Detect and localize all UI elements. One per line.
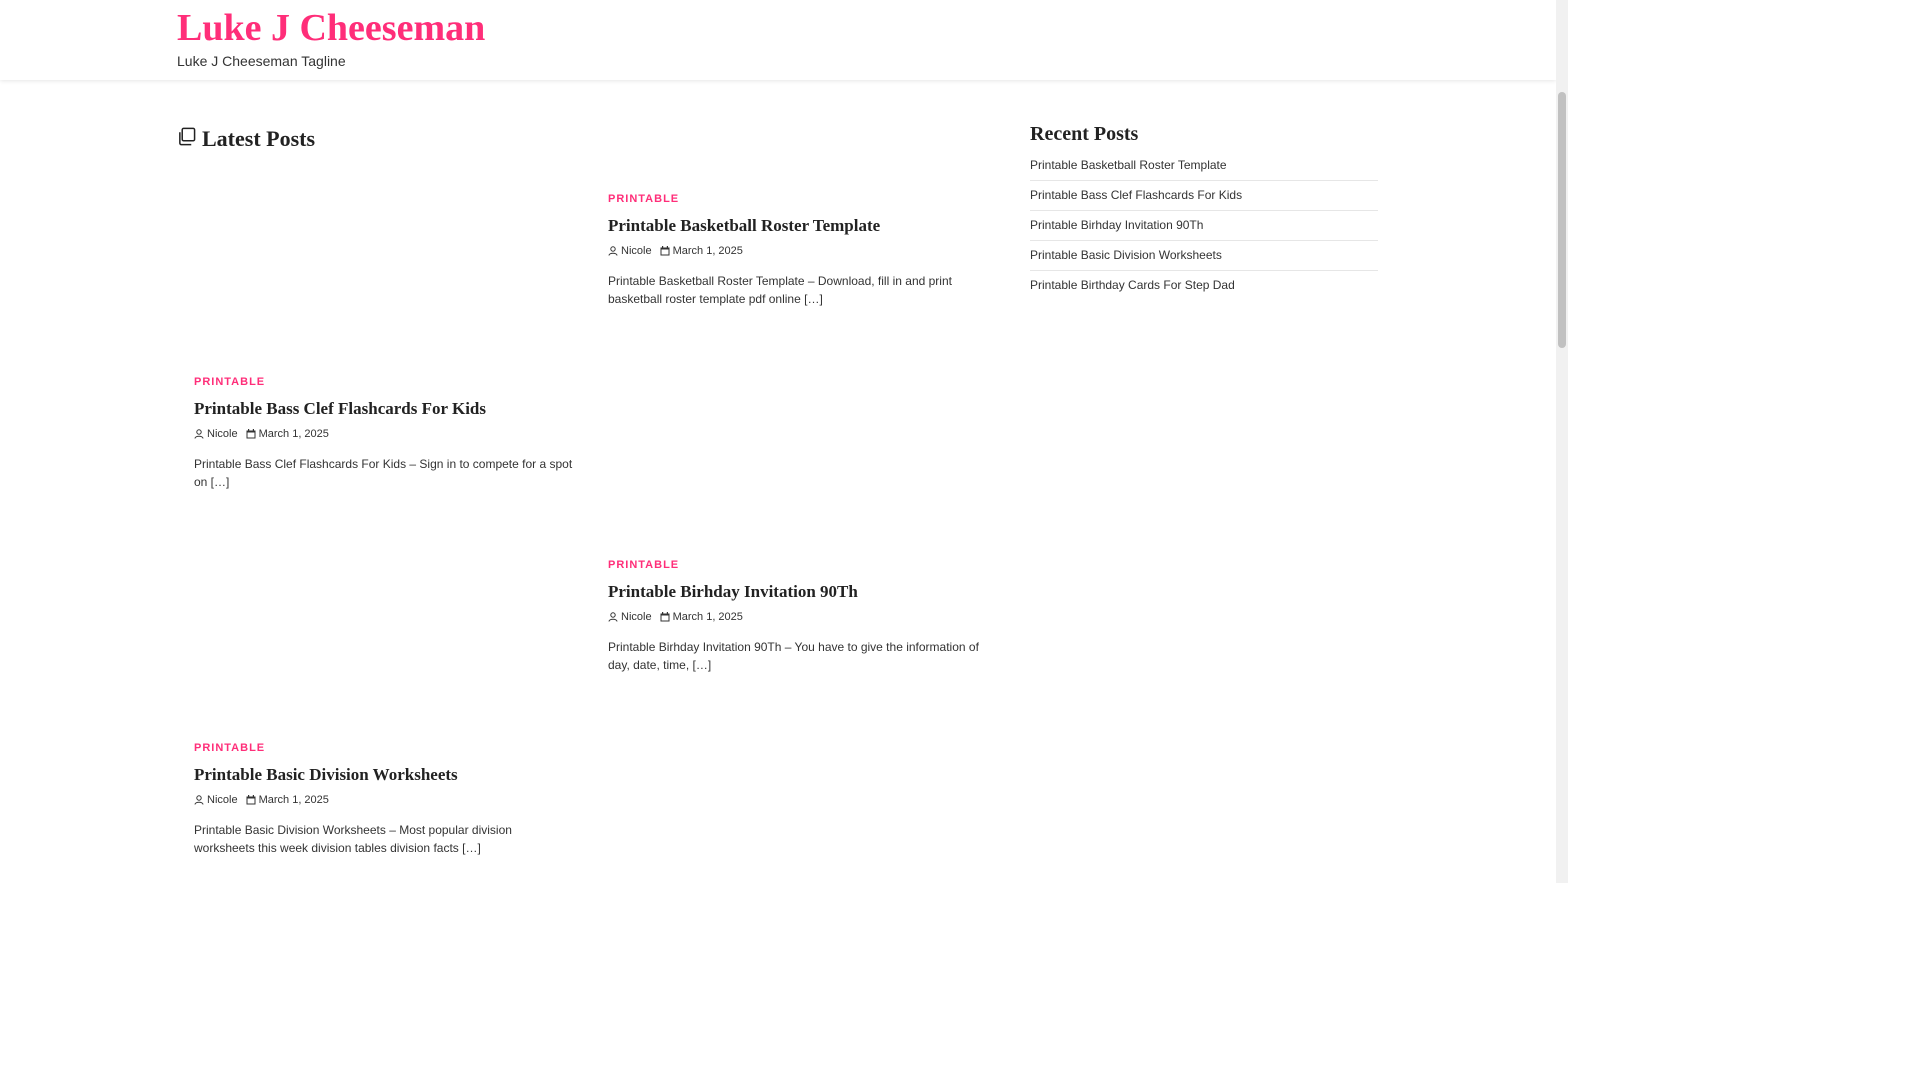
post-excerpt: Printable Basketball Roster Template – Download, fill in and print basketball roster template pdf online […]	[608, 274, 952, 306]
post-author[interactable]	[608, 245, 652, 257]
list-item	[1030, 151, 1378, 181]
post-excerpt: Printable Birhday Invitation 90Th – You have to give the information of day, date, time, […]	[608, 640, 979, 672]
vertical-scrollbar[interactable]	[1556, 0, 1568, 883]
post-meta	[608, 244, 988, 258]
calendar-icon	[660, 612, 670, 622]
post-author[interactable]	[608, 611, 652, 623]
site-title[interactable]: Luke J Cheeseman	[177, 7, 486, 49]
post-category[interactable]: PRINTABLE	[608, 559, 680, 571]
post-meta	[194, 793, 574, 807]
post-title[interactable]: Printable Birhday Invitation 90Th	[608, 582, 858, 601]
post-author-name: Nicole	[207, 794, 238, 806]
recent-post-link[interactable]: Printable Bass Clef Flashcards For Kids	[1030, 188, 1243, 202]
post-category[interactable]: PRINTABLE	[608, 193, 680, 205]
post-meta	[194, 427, 574, 441]
user-icon	[608, 612, 618, 622]
site-header	[0, 0, 1556, 80]
latest-posts-heading-label: Latest Posts	[202, 126, 316, 151]
post-card	[194, 742, 574, 869]
post-excerpt: Printable Basic Division Worksheets – Most popular division worksheets this week division tables division facts […]	[194, 823, 512, 855]
post-date[interactable]	[660, 245, 743, 257]
post-author-name: Nicole	[621, 245, 652, 257]
latest-posts-heading	[177, 124, 315, 154]
post-excerpt: Printable Bass Clef Flashcards For Kids – Sign in to compete for a spot on […]	[194, 457, 573, 489]
list-item	[1030, 271, 1378, 300]
user-icon	[194, 795, 204, 805]
post-author-name: Nicole	[207, 428, 238, 440]
post-date-text: March 1, 2025	[258, 428, 329, 440]
calendar-icon	[246, 429, 256, 439]
post-meta	[608, 610, 988, 624]
post-category[interactable]: PRINTABLE	[194, 742, 266, 754]
post-date-text: March 1, 2025	[258, 794, 329, 806]
recent-post-link[interactable]: Printable Basketball Roster Template	[1030, 158, 1227, 172]
post-date[interactable]	[660, 611, 743, 623]
post-date[interactable]	[246, 794, 329, 806]
site-tagline: Luke J Cheeseman Tagline	[177, 53, 346, 69]
post-title[interactable]: Printable Bass Clef Flashcards For Kids	[194, 399, 486, 418]
user-icon	[608, 246, 618, 256]
post-date[interactable]	[246, 428, 329, 440]
post-author[interactable]	[194, 794, 238, 806]
post-card	[608, 193, 988, 320]
recent-post-link[interactable]: Printable Basic Division Worksheets	[1030, 248, 1222, 262]
post-category[interactable]: PRINTABLE	[194, 376, 266, 388]
list-item	[1030, 211, 1378, 241]
user-icon	[194, 429, 204, 439]
recent-post-link[interactable]: Printable Birhday Invitation 90Th	[1030, 218, 1204, 232]
post-date-text: March 1, 2025	[672, 245, 743, 257]
post-card	[194, 376, 574, 503]
post-author[interactable]	[194, 428, 238, 440]
calendar-icon	[660, 246, 670, 256]
post-date-text: March 1, 2025	[672, 611, 743, 623]
recent-posts-heading: Recent Posts	[1030, 123, 1139, 145]
calendar-icon	[246, 795, 256, 805]
list-item	[1030, 241, 1378, 271]
recent-post-link[interactable]: Printable Birthday Cards For Step Dad	[1030, 278, 1235, 292]
post-author-name: Nicole	[621, 611, 652, 623]
post-title[interactable]: Printable Basketball Roster Template	[608, 216, 881, 235]
post-title[interactable]: Printable Basic Division Worksheets	[194, 765, 458, 784]
recent-posts-list	[1030, 151, 1378, 300]
scrollbar-thumb[interactable]	[1558, 92, 1566, 348]
sidebar	[1030, 120, 1378, 300]
post-card	[608, 559, 988, 686]
list-item	[1030, 181, 1378, 211]
copy-icon	[177, 126, 196, 152]
